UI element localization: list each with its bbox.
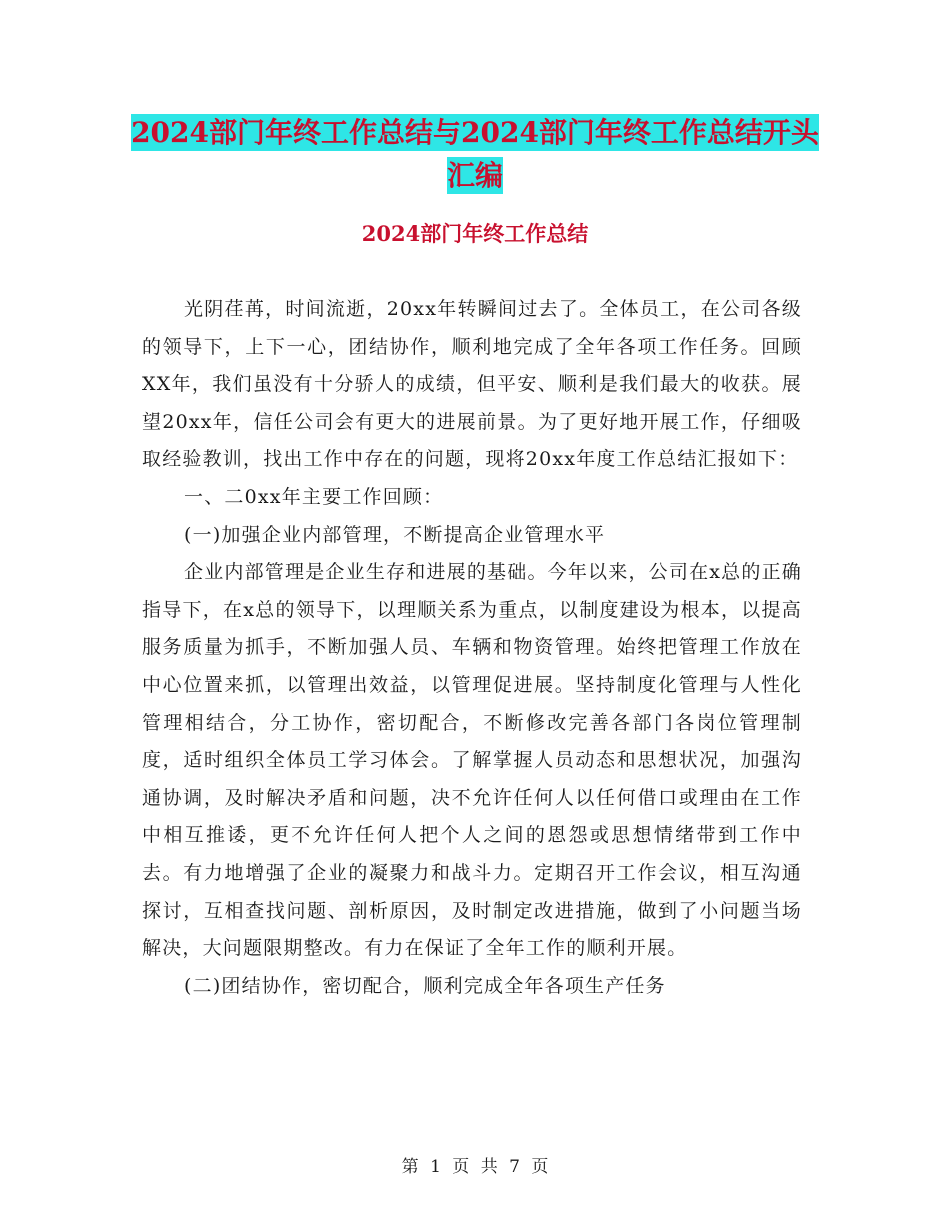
document-title-line-1 <box>0 110 950 156</box>
document-title-line-2 <box>0 153 950 199</box>
paragraph-intro: 光阴荏苒，时间流逝，20xx年转瞬间过去了。全体员工，在公司各级的领导下，上下一心，团结协作，顺利地完成了全年各项工作任务。回顾XX年，我们虽没有十分骄人的成绩，但平安、顺利是我们最大的收获。展望20xx年，信任公司会有更大的进展前景。为了更好地开展工作，仔细吸取经验教训，找出工作中存在的问题，现将20xx年度工作总结汇报如下： <box>142 298 802 471</box>
document-title-text-1: 2024部门年终工作总结与2024部门年终工作总结开头 <box>131 116 819 149</box>
paragraph-subheading-1: (一)加强企业内部管理，不断提高企业管理水平 <box>184 523 606 546</box>
document-body <box>142 291 802 1005</box>
paragraph-subheading-2: (二)团结协作，密切配合，顺利完成全年各项生产任务 <box>184 974 666 997</box>
page-footer: 第 1 页 共 7 页 <box>401 1157 549 1177</box>
section-heading: 2024部门年终工作总结 <box>361 221 589 246</box>
document-title-text-2: 汇编 <box>446 159 503 192</box>
paragraph-review-heading: 一、二0xx年主要工作回顾： <box>184 485 444 508</box>
paragraph-management: 企业内部管理是企业生存和进展的基础。今年以来，公司在x总的正确指导下，在x总的领导下，以理顺关系为重点，以制度建设为根本，以提高服务质量为抓手，不断加强人员、车辆和物资管理。始终把管理工作放在中心位置来抓，以管理出效益，以管理促进展。坚持制度化管理与人性化管理相结合，分工协作，密切配合，不断修改完善各部门各岗位管理制度，适时组织全体员工学习体会。了解掌握人员动态和思想状况，加强沟通协调，及时解决矛盾和问题，决不允许任何人以任何借口或理由在工作中相互推诿，更不允许任何人把个人之间的恩怨或思想情绪带到工作中去。有力地增强了企业的凝聚力和战斗力。定期召开工作会议，相互沟通探讨，互相查找问题、剖析原因，及时制定改进措施，做到了小问题当场解决，大问题限期整改。有力在保证了全年工作的顺利开展。 <box>142 561 802 960</box>
